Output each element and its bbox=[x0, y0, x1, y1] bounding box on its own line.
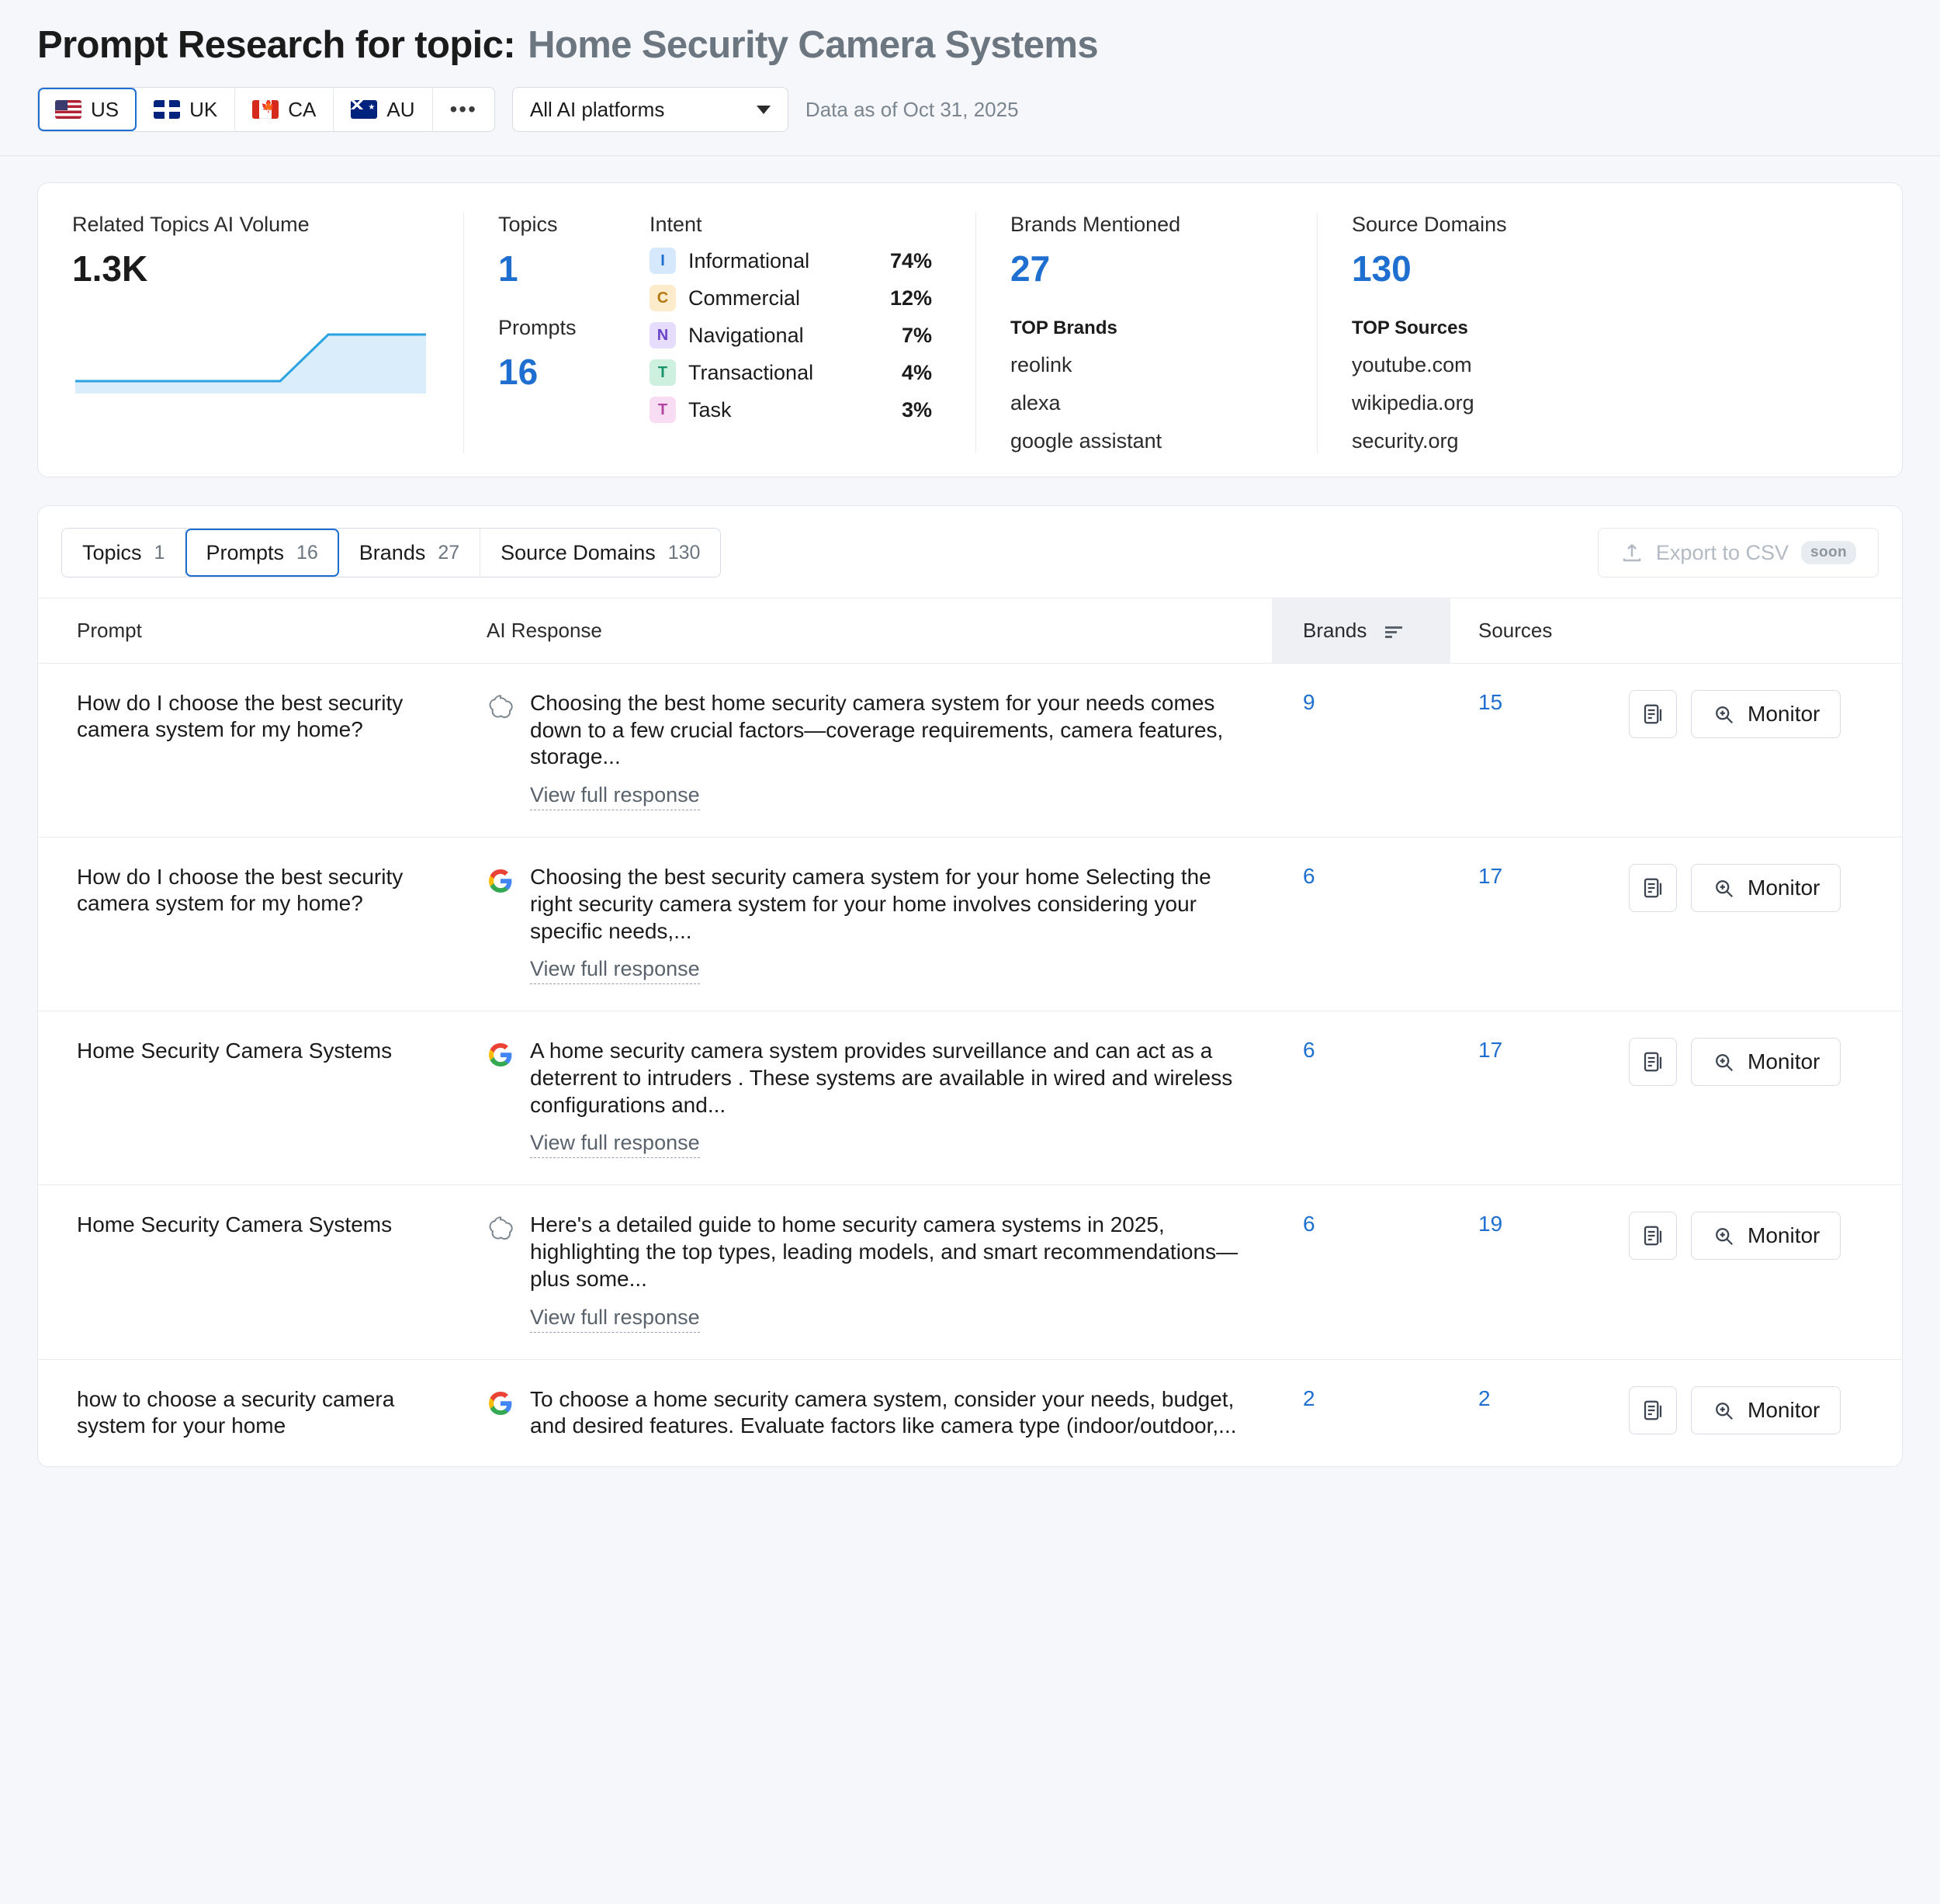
flag-au-icon bbox=[351, 100, 377, 119]
top-brand-item: google assistant bbox=[1010, 429, 1162, 453]
cell-sources-count[interactable]: 19 bbox=[1450, 1185, 1629, 1359]
intent-name: Transactional bbox=[688, 360, 814, 384]
cell-prompt: Home Security Camera Systems bbox=[38, 1185, 480, 1359]
intent-pct: 12% bbox=[889, 286, 932, 310]
intent-row bbox=[650, 322, 941, 349]
monitor-label: Monitor bbox=[1748, 702, 1820, 726]
cell-actions bbox=[1629, 1011, 1902, 1185]
google-logo-icon bbox=[487, 1389, 514, 1417]
geo-label-us: US bbox=[91, 97, 120, 121]
tab-prompts[interactable] bbox=[185, 529, 338, 577]
cell-ai-response bbox=[480, 664, 1272, 838]
geo-button-uk[interactable] bbox=[137, 88, 235, 131]
tab-topics-label: Topics bbox=[82, 540, 142, 564]
monitor-button[interactable] bbox=[1691, 1386, 1841, 1434]
details-button[interactable] bbox=[1629, 1038, 1677, 1086]
overview-card bbox=[37, 182, 1903, 477]
intent-pct: 74% bbox=[889, 248, 932, 272]
response-text: Here's a detailed guide to home security camera systems in 2025, highlighting the top types, leading models, and smart recommendations—plus some... bbox=[530, 1212, 1238, 1291]
tabs-bar bbox=[38, 506, 1902, 598]
cell-prompt: How do I choose the best security camera system for my home? bbox=[38, 664, 480, 838]
monitor-button[interactable] bbox=[1691, 1038, 1841, 1086]
cell-actions bbox=[1629, 1185, 1902, 1359]
response-text: To choose a home security camera system, consider your needs, budget, and desired features. Evaluate factors like camera type (indoor/outdoor,... bbox=[530, 1386, 1237, 1438]
tab-topics-count: 1 bbox=[154, 541, 165, 564]
geo-button-more[interactable] bbox=[433, 88, 494, 131]
cell-ai-response bbox=[480, 1185, 1272, 1359]
geo-filter-group[interactable] bbox=[37, 87, 495, 132]
column-header-sources[interactable]: Sources bbox=[1450, 598, 1629, 664]
openai-logo-icon bbox=[487, 1215, 514, 1243]
view-full-response-link[interactable]: View full response bbox=[530, 783, 700, 810]
intent-row bbox=[650, 359, 941, 386]
tab-source-domains-label: Source Domains bbox=[501, 540, 656, 564]
cell-brands-count[interactable]: 6 bbox=[1272, 838, 1450, 1011]
cell-actions bbox=[1629, 1359, 1902, 1466]
volume-value: 1.3K bbox=[72, 248, 148, 289]
table-row[interactable] bbox=[38, 838, 1902, 1011]
column-header-ai-response[interactable]: AI Response bbox=[480, 598, 1272, 664]
source-domains-value: 130 bbox=[1352, 248, 1412, 289]
intent-name: Task bbox=[688, 397, 732, 421]
monitor-search-icon bbox=[1712, 1050, 1735, 1073]
monitor-button[interactable] bbox=[1691, 1212, 1841, 1260]
overview-volume bbox=[38, 213, 463, 453]
prompts-table bbox=[38, 598, 1902, 1466]
brands-value: 27 bbox=[1010, 248, 1051, 289]
intent-pct: 4% bbox=[901, 360, 932, 384]
intent-badge-task-icon: T bbox=[650, 397, 676, 423]
more-geos-icon: ••• bbox=[449, 97, 477, 121]
geo-button-ca[interactable] bbox=[235, 88, 334, 131]
tab-topics[interactable] bbox=[62, 529, 185, 577]
column-header-prompt[interactable]: Prompt bbox=[38, 598, 480, 664]
brands-label: Brands Mentioned bbox=[1010, 213, 1181, 236]
intent-label: Intent bbox=[650, 213, 702, 236]
document-icon bbox=[1641, 1050, 1665, 1073]
google-logo-icon bbox=[487, 1041, 514, 1069]
intent-pct: 7% bbox=[901, 323, 932, 347]
google-logo-icon bbox=[487, 867, 514, 895]
table-row[interactable] bbox=[38, 1185, 1902, 1359]
tab-brands[interactable] bbox=[339, 529, 480, 577]
intent-pct: 3% bbox=[901, 397, 932, 421]
top-brand-item: alexa bbox=[1010, 391, 1061, 414]
intent-row bbox=[650, 397, 941, 423]
cell-ai-response bbox=[480, 838, 1272, 1011]
cell-brands-count[interactable]: 2 bbox=[1303, 1386, 1315, 1410]
cell-actions bbox=[1629, 664, 1902, 838]
monitor-search-icon bbox=[1712, 1399, 1735, 1422]
monitor-button[interactable] bbox=[1691, 690, 1841, 738]
platform-select-value: All AI platforms bbox=[529, 97, 665, 121]
tab-source-domains[interactable] bbox=[480, 529, 720, 577]
monitor-search-icon bbox=[1712, 702, 1735, 726]
cell-brands-count[interactable]: 6 bbox=[1272, 1011, 1450, 1185]
monitor-search-icon bbox=[1712, 876, 1735, 900]
intent-name: Commercial bbox=[688, 286, 801, 310]
table-header-row bbox=[38, 598, 1902, 664]
geo-label-ca: CA bbox=[288, 97, 317, 121]
export-label: Export to CSV bbox=[1655, 540, 1789, 564]
view-full-response-link[interactable]: View full response bbox=[530, 957, 700, 984]
details-button[interactable] bbox=[1629, 1386, 1677, 1434]
document-icon bbox=[1641, 1399, 1665, 1422]
page-header bbox=[0, 0, 1940, 155]
soon-badge: soon bbox=[1801, 541, 1856, 564]
breadcrumb-cut bbox=[37, 0, 1903, 11]
cell-sources-count[interactable]: 15 bbox=[1450, 664, 1629, 838]
table-row[interactable] bbox=[38, 1011, 1902, 1185]
table-body bbox=[38, 664, 1902, 1467]
volume-label: Related Topics AI Volume bbox=[72, 213, 310, 236]
document-icon bbox=[1641, 702, 1665, 726]
data-as-of-label: Data as of Oct 31, 2025 bbox=[805, 97, 1019, 121]
topics-label: Topics bbox=[498, 213, 558, 236]
export-to-csv-button bbox=[1598, 528, 1879, 577]
topics-value: 1 bbox=[498, 248, 518, 289]
tab-brands-count: 27 bbox=[438, 541, 460, 564]
geo-button-us[interactable] bbox=[38, 88, 137, 131]
top-source-item: youtube.com bbox=[1352, 353, 1472, 376]
monitor-label: Monitor bbox=[1748, 1049, 1820, 1074]
top-source-item: wikipedia.org bbox=[1352, 391, 1474, 414]
flag-uk-icon bbox=[154, 100, 180, 119]
cell-ai-response bbox=[480, 1011, 1272, 1185]
upload-icon bbox=[1620, 541, 1644, 564]
column-header-brands-label: Brands bbox=[1303, 619, 1367, 642]
flag-ca-icon bbox=[252, 100, 279, 119]
source-domains-label: Source Domains bbox=[1352, 213, 1507, 236]
overview-topics bbox=[463, 213, 642, 453]
cell-actions bbox=[1629, 838, 1902, 1011]
monitor-search-icon bbox=[1712, 1224, 1735, 1247]
prompts-value: 16 bbox=[498, 352, 539, 392]
tab-brands-label: Brands bbox=[359, 540, 426, 564]
overview-brands bbox=[975, 213, 1317, 453]
result-tabs[interactable] bbox=[61, 528, 721, 577]
cell-prompt-text: how to choose a security camera system for your home bbox=[77, 1386, 395, 1438]
tab-source-domains-count: 130 bbox=[667, 541, 701, 564]
document-icon bbox=[1641, 1224, 1665, 1247]
tab-prompts-label: Prompts bbox=[206, 540, 284, 564]
top-brands-label: TOP Brands bbox=[1010, 317, 1117, 338]
view-full-response-link[interactable]: View full response bbox=[530, 1306, 700, 1333]
intent-badge-commercial-icon: C bbox=[650, 285, 676, 311]
intent-name: Navigational bbox=[688, 323, 804, 347]
cell-sources-count[interactable]: 2 bbox=[1478, 1386, 1491, 1410]
table-row[interactable] bbox=[38, 1359, 1902, 1466]
intent-name: Informational bbox=[688, 248, 810, 272]
view-full-response-link[interactable]: View full response bbox=[530, 1131, 700, 1158]
table-row[interactable] bbox=[38, 664, 1902, 838]
monitor-label: Monitor bbox=[1748, 1397, 1820, 1422]
response-text: Choosing the best security camera system for your home Selecting the right security camera system for your home involves considering your specific needs,... bbox=[530, 865, 1211, 943]
cell-brands-count[interactable]: 6 bbox=[1272, 1185, 1450, 1359]
cell-brands-count[interactable]: 9 bbox=[1272, 664, 1450, 838]
flag-us-icon bbox=[55, 100, 81, 119]
cell-prompt: How do I choose the best security camera system for my home? bbox=[38, 838, 480, 1011]
volume-sparkline bbox=[72, 313, 429, 398]
column-header-brands[interactable] bbox=[1272, 598, 1450, 664]
platform-select[interactable] bbox=[512, 87, 788, 132]
page-title-topic: Home Security Camera Systems bbox=[528, 24, 1098, 66]
top-brand-item: reolink bbox=[1010, 353, 1072, 376]
overview-intent bbox=[642, 213, 975, 453]
response-text: Choosing the best home security camera system for your needs comes down to a few crucial factors—coverage requirements, camera features, storage... bbox=[530, 691, 1224, 769]
details-button[interactable] bbox=[1629, 1212, 1677, 1260]
sort-icon bbox=[1384, 625, 1404, 639]
intent-row bbox=[650, 248, 941, 274]
response-text: A home security camera system provides surveillance and can act as a deterrent to intruders . These systems are available in wired and wireless configurations and... bbox=[530, 1039, 1233, 1117]
page-title-label: Prompt Research for topic: bbox=[37, 24, 516, 66]
cell-sources-count[interactable]: 17 bbox=[1450, 838, 1629, 1011]
monitor-label: Monitor bbox=[1748, 876, 1820, 900]
geo-button-au[interactable] bbox=[334, 88, 432, 131]
intent-badge-informational-icon: I bbox=[650, 248, 676, 274]
page-title bbox=[37, 23, 1903, 67]
column-header-actions bbox=[1629, 598, 1902, 664]
geo-label-uk: UK bbox=[189, 97, 218, 121]
intent-row bbox=[650, 285, 941, 311]
prompts-label: Prompts bbox=[498, 316, 577, 339]
top-sources-label: TOP Sources bbox=[1352, 317, 1468, 338]
header-divider bbox=[0, 155, 1940, 156]
openai-logo-icon bbox=[487, 693, 514, 721]
filters-row bbox=[37, 87, 1903, 155]
results-card bbox=[37, 505, 1903, 1467]
monitor-button[interactable] bbox=[1691, 864, 1841, 912]
monitor-label: Monitor bbox=[1748, 1223, 1820, 1248]
details-button[interactable] bbox=[1629, 864, 1677, 912]
cell-prompt bbox=[38, 1359, 480, 1466]
intent-badge-navigational-icon: N bbox=[650, 322, 676, 349]
details-button[interactable] bbox=[1629, 690, 1677, 738]
chevron-down-icon bbox=[757, 106, 771, 114]
tab-prompts-count: 16 bbox=[296, 541, 318, 564]
intent-badge-transactional-icon: T bbox=[650, 359, 676, 386]
cell-prompt: Home Security Camera Systems bbox=[38, 1011, 480, 1185]
geo-label-au: AU bbox=[386, 97, 415, 121]
cell-ai-response bbox=[480, 1359, 1272, 1466]
overview-sources bbox=[1317, 213, 1643, 453]
document-icon bbox=[1641, 876, 1665, 900]
cell-sources-count[interactable]: 17 bbox=[1450, 1011, 1629, 1185]
top-source-item: security.org bbox=[1352, 429, 1459, 453]
